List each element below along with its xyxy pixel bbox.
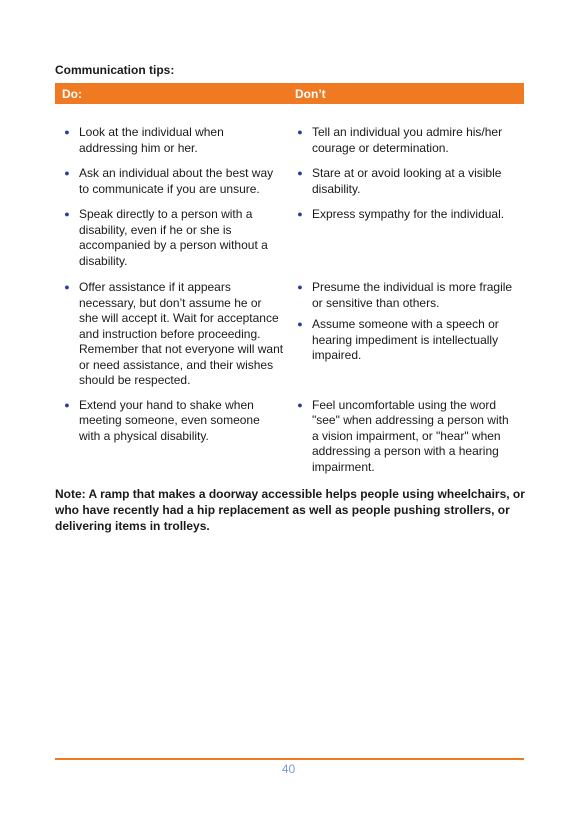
list-item <box>288 317 518 364</box>
bullet-icon: ● <box>297 168 303 178</box>
dont-cell <box>288 207 524 275</box>
dont-text: Stare at or avoid looking at a visible disability. <box>312 166 502 196</box>
dont-text: Assume someone with a speech or hearing impediment is intellectually impaired. <box>312 317 499 362</box>
dont-cell <box>288 398 524 482</box>
do-cell <box>55 125 288 162</box>
list-item <box>288 125 518 156</box>
do-cell <box>55 398 288 482</box>
list-item <box>288 207 518 223</box>
header-do: Do: <box>62 86 82 101</box>
dont-text: Feel uncomfortable using the word "see" when addressing a person with a vision impairment, or "hear" when addressing a person with a hearing impairment. <box>312 397 509 474</box>
list-item <box>55 207 284 269</box>
bullet-icon: ● <box>64 399 70 410</box>
footer-divider <box>55 758 524 760</box>
table-row <box>55 162 524 203</box>
dont-text: Presume the individual is more fragile or sensitive than others. <box>312 280 513 310</box>
bullet-icon: ● <box>297 209 303 219</box>
bullet-icon: ● <box>64 168 70 178</box>
do-text: Offer assistance if it appears necessary, but don’t assume he or she will accept it. Wait for acceptance and instruction before proceeding. Remember that not everyone will want or need assistance, and their wishes should be respected. <box>79 280 284 387</box>
do-cell <box>55 166 288 203</box>
bullet-icon: ● <box>297 282 303 292</box>
table-row <box>55 275 524 395</box>
list-item <box>55 280 284 389</box>
bullet-icon: ● <box>297 319 303 329</box>
list-item <box>55 398 284 445</box>
dont-cell <box>288 166 524 203</box>
do-text: Ask an individual about the best way to communicate if you are unsure. <box>79 166 274 196</box>
table-row <box>55 395 524 482</box>
dont-cell <box>288 125 524 162</box>
list-item <box>288 166 518 197</box>
bullet-icon: ● <box>297 399 303 410</box>
bullet-icon: ● <box>297 127 303 137</box>
bullet-icon: ● <box>64 282 70 292</box>
do-cell <box>55 207 288 275</box>
header-dont: Don’t <box>295 86 326 101</box>
bullet-icon: ● <box>64 127 70 137</box>
list-item <box>288 280 518 311</box>
do-cell <box>55 280 288 395</box>
table-row <box>55 104 524 162</box>
do-text: Extend your hand to shake when meeting someone, even someone with a physical disability. <box>79 397 260 443</box>
table-header <box>55 83 524 104</box>
list-item <box>55 125 284 156</box>
do-text: Speak directly to a person with a disability, even if he or she is accompanied by a person without a disability. <box>79 207 268 268</box>
table-row <box>55 203 524 275</box>
list-item <box>288 398 518 476</box>
page-number: 40 <box>281 762 296 776</box>
communication-tips-table <box>55 83 524 481</box>
list-item <box>55 166 284 197</box>
do-text: Look at the individual when addressing him or her. <box>79 125 224 155</box>
section-heading: Communication tips: <box>55 63 175 77</box>
bullet-icon: ● <box>64 209 70 219</box>
dont-text: Tell an individual you admire his/her courage or determination. <box>312 125 503 155</box>
note-paragraph: Note: A ramp that makes a doorway accessible helps people using wheelchairs, or who have recently had a hip replacement as well as people pushing strollers, or delivering items in trolleys. <box>55 487 525 533</box>
dont-cell <box>288 280 524 395</box>
dont-text: Express sympathy for the individual. <box>312 207 505 221</box>
